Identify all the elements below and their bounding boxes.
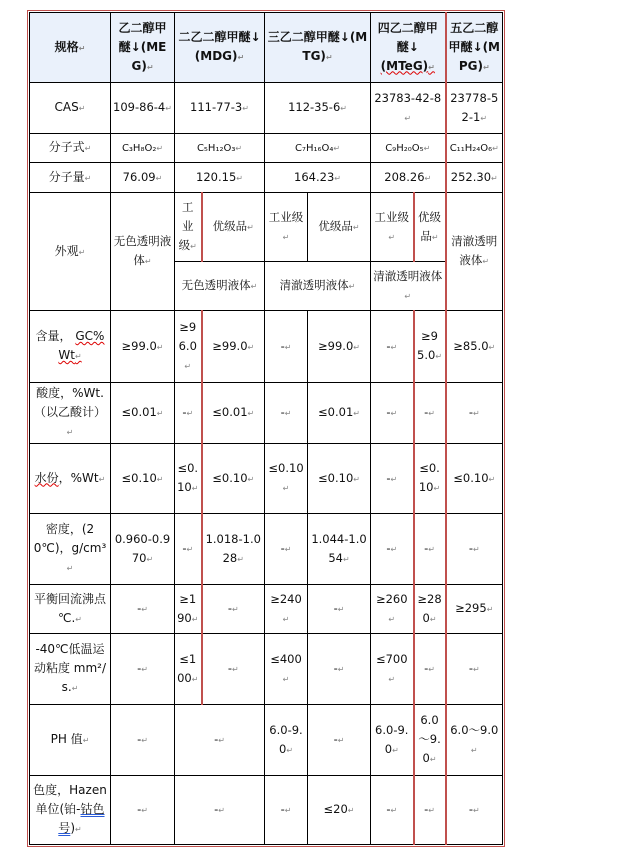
color-label-a: 色度，Hazen单位(铂-: [33, 783, 107, 816]
mw-label: 分子量 ↵: [30, 163, 111, 193]
water-cell: ≤0.10 ↵: [111, 444, 175, 514]
ph-cell: - ↵: [308, 705, 371, 776]
content-cell: ≥99.0 ↵: [308, 311, 371, 383]
header-meg: [111, 13, 175, 83]
content-cell: ≥99.0 ↵: [111, 311, 175, 383]
viscosity-row: [30, 634, 503, 705]
density-cell: - ↵: [446, 514, 503, 585]
ph-cell: 6.0-9.0 ↵: [371, 705, 414, 776]
content-cell: ≥95.0 ↵: [414, 311, 446, 383]
mw-mtg: 164.23 ↵: [265, 163, 371, 193]
boiling-label: 平衡回流沸点 ℃. ↵: [30, 585, 111, 634]
water-cell: - ↵: [371, 444, 414, 514]
formula-row: [30, 134, 503, 163]
viscosity-cell: - ↵: [308, 634, 371, 705]
mw-row: [30, 163, 503, 193]
color-cell: - ↵: [175, 776, 265, 845]
content-cell: ≥99.0 ↵: [202, 311, 265, 383]
content-cell: ≥96.0 ↵: [175, 311, 202, 383]
color-cell: - ↵: [446, 776, 503, 845]
water-row: [30, 444, 503, 514]
color-label-c: ) ↵: [70, 821, 81, 835]
appearance-row: [30, 193, 503, 262]
density-cell: - ↵: [371, 514, 414, 585]
mw-meg: 76.09 ↵: [111, 163, 175, 193]
content-label-b: GC%Wt ↵: [58, 329, 104, 362]
cas-meg: 109-86-4 ↵: [111, 83, 175, 134]
water-cell: ≤0.10 ↵: [308, 444, 371, 514]
appearance-mpg: 清澈透明液体 ↵: [446, 193, 503, 311]
viscosity-cell: - ↵: [202, 634, 265, 705]
boiling-cell: - ↵: [111, 585, 175, 634]
grade-mtg-industrial: 工业级 ↵: [265, 193, 308, 262]
ph-label: PH 值 ↵: [30, 705, 111, 776]
header-mteg: [371, 13, 446, 83]
spec-table-frame: [27, 10, 505, 847]
appearance-mdg: 无色透明液体 ↵: [175, 262, 265, 311]
header-mtg: [265, 13, 371, 83]
ph-cell: 6.0～9.0 ↵: [446, 705, 503, 776]
acidity-label: 酸度，%Wt.（以乙酸计） ↵: [30, 383, 111, 444]
boiling-cell: ≥295 ↵: [446, 585, 503, 634]
header-mteg-name: 四乙二醇甲醚↓: [377, 20, 438, 54]
acidity-cell: ≤0.01 ↵: [111, 383, 175, 444]
acidity-cell: - ↵: [175, 383, 202, 444]
viscosity-cell: - ↵: [111, 634, 175, 705]
color-cell: - ↵: [371, 776, 414, 845]
density-label: 密度，(20℃)，g/cm³ ↵: [30, 514, 111, 585]
header-mpg: [446, 13, 503, 83]
density-cell: - ↵: [175, 514, 202, 585]
content-row: [30, 311, 503, 383]
viscosity-cell: - ↵: [414, 634, 446, 705]
formula-mdg: C₅H₁₂O₃ ↵: [175, 134, 265, 163]
viscosity-cell: ≤700 ↵: [371, 634, 414, 705]
acidity-cell: - ↵: [265, 383, 308, 444]
formula-label: 分子式 ↵: [30, 134, 111, 163]
content-label: [30, 311, 111, 383]
ph-row: [30, 705, 503, 776]
color-cell: - ↵: [414, 776, 446, 845]
content-cell: - ↵: [371, 311, 414, 383]
header-mtg-text: 三乙二醇甲醚↓(MTG) ↵: [268, 30, 367, 63]
appearance-mteg: 清澈透明液体 ↵: [371, 262, 446, 311]
boiling-cell: ≥240 ↵: [265, 585, 308, 634]
density-cell: - ↵: [265, 514, 308, 585]
formula-meg: C₃H₈O₂ ↵: [111, 134, 175, 163]
header-mdg-text: 二乙二醇甲醚↓(MDG) ↵: [178, 30, 260, 63]
content-cell: ≥85.0 ↵: [446, 311, 503, 383]
grade-mteg-premium: 优级品 ↵: [414, 193, 446, 262]
appearance-mtg: 清澈透明液体 ↵: [265, 262, 371, 311]
grade-mteg-industrial: 工业级 ↵: [371, 193, 414, 262]
color-cell: ≤20 ↵: [308, 776, 371, 845]
density-cell: 1.018-1.028 ↵: [202, 514, 265, 585]
cas-mteg: 23783-42-8 ↵: [371, 83, 446, 134]
cas-mtg: 112-35-6 ↵: [265, 83, 371, 134]
water-cell: ≤0.10 ↵: [265, 444, 308, 514]
viscosity-cell: ≤100 ↵: [175, 634, 202, 705]
header-spec-text: 规格 ↵: [55, 40, 86, 54]
formula-mpg: C₁₁H₂₄O₆ ↵: [446, 134, 503, 163]
color-label: [30, 776, 111, 845]
viscosity-cell: ≤400 ↵: [265, 634, 308, 705]
density-cell: 1.044-1.054 ↵: [308, 514, 371, 585]
formula-mteg: C₉H₂₀O₅ ↵: [371, 134, 446, 163]
color-cell: - ↵: [111, 776, 175, 845]
density-cell: 0.960-0.970 ↵: [111, 514, 175, 585]
mw-mpg: 252.30 ↵: [446, 163, 503, 193]
water-cell: ≤0.10 ↵: [446, 444, 503, 514]
ph-cell: - ↵: [175, 705, 265, 776]
acidity-cell: - ↵: [371, 383, 414, 444]
water-label-a: 水份: [34, 470, 59, 485]
color-row: [30, 776, 503, 845]
mw-mdg: 120.15 ↵: [175, 163, 265, 193]
grade-mdg-premium: 优级品 ↵: [202, 193, 265, 262]
cas-mpg: 23778-52-1 ↵: [446, 83, 503, 134]
mw-mteg: 208.26 ↵: [371, 163, 446, 193]
content-label-a: 含量，: [35, 329, 72, 343]
boiling-cell: - ↵: [202, 585, 265, 634]
color-cell: - ↵: [265, 776, 308, 845]
density-row: [30, 514, 503, 585]
formula-mtg: C₇H₁₆O₄ ↵: [265, 134, 371, 163]
water-cell: ≤0.10 ↵: [175, 444, 202, 514]
acidity-cell: ≤0.01 ↵: [202, 383, 265, 444]
acidity-cell: - ↵: [414, 383, 446, 444]
viscosity-label: -40℃低温运动粘度 mm²/s. ↵: [30, 634, 111, 705]
boiling-cell: ≥280 ↵: [414, 585, 446, 634]
cas-label: CAS ↵: [30, 83, 111, 134]
boiling-cell: ≥260 ↵: [371, 585, 414, 634]
water-cell: ≤0.10 ↵: [202, 444, 265, 514]
acidity-cell: - ↵: [446, 383, 503, 444]
acidity-cell: ≤0.01 ↵: [308, 383, 371, 444]
boiling-cell: - ↵: [308, 585, 371, 634]
grade-mtg-premium: 优级品 ↵: [308, 193, 371, 262]
ph-cell: 6.0-9.0 ↵: [265, 705, 308, 776]
header-mpg-text: 五乙二醇甲醚↓(MPG) ↵: [449, 21, 500, 73]
ph-cell: - ↵: [111, 705, 175, 776]
water-cell: ≤0.10 ↵: [414, 444, 446, 514]
density-cell: - ↵: [414, 514, 446, 585]
ph-cell: 6.0～9.0 ↵: [414, 705, 446, 776]
header-mdg: [175, 13, 265, 83]
header-spec: [30, 13, 111, 83]
acidity-row: [30, 383, 503, 444]
header-meg-text: 乙二醇甲醚↓(MEG) ↵: [118, 21, 166, 73]
appearance-label: 外观 ↵: [30, 193, 111, 311]
viscosity-cell: - ↵: [446, 634, 503, 705]
appearance-meg: 无色透明液体 ↵: [111, 193, 175, 311]
cas-row: [30, 83, 503, 134]
cas-mdg: 111-77-3 ↵: [175, 83, 265, 134]
water-label-b: ，%Wt ↵: [59, 471, 106, 485]
water-label: [30, 444, 111, 514]
grade-mdg-industrial: 工业级 ↵: [175, 193, 202, 262]
content-cell: - ↵: [265, 311, 308, 383]
boiling-cell: ≥190 ↵: [175, 585, 202, 634]
header-mteg-abbr: (MTeG) ↵: [381, 59, 435, 73]
color-label-b: 钴色号: [58, 802, 105, 835]
boiling-row: [30, 585, 503, 634]
spec-table: [29, 12, 503, 845]
header-row: [30, 13, 503, 83]
